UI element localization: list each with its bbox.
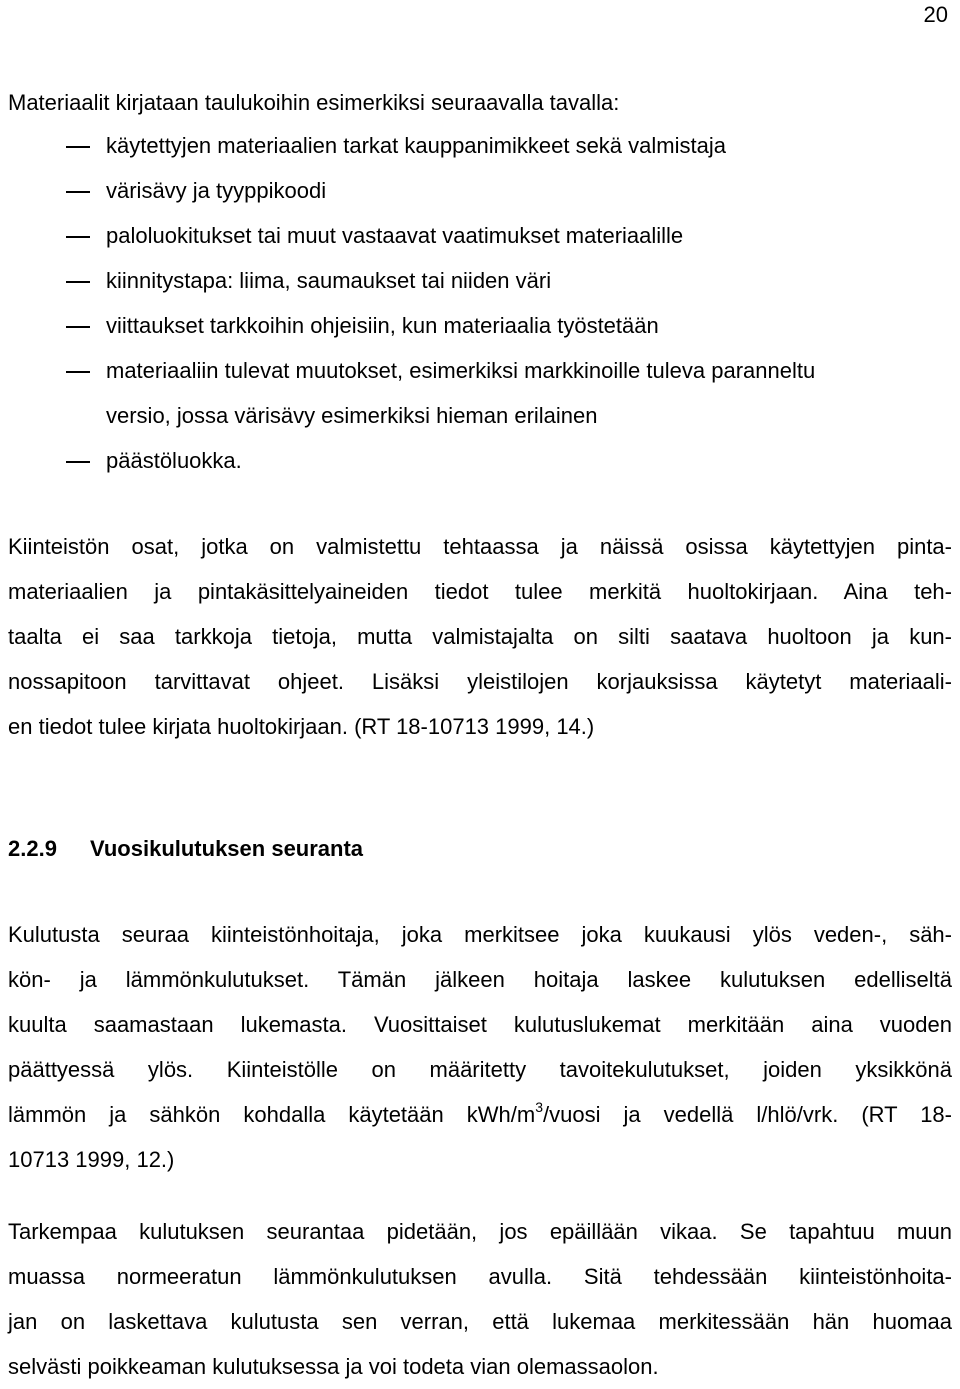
list-item-text: paloluokitukset tai muut vastaavat vaatimukset materiaalille xyxy=(106,223,684,248)
paragraph-consumption xyxy=(8,912,952,1182)
list-item-text: kiinnitystapa: liima, saumaukset tai niiden väri xyxy=(106,268,552,293)
list-item xyxy=(0,311,960,356)
page-number: 20 xyxy=(923,2,948,27)
paragraph-line: muassa normeeratun lämmönkulutuksen avulla. Sitä tehdessään kiinteistönhoita- xyxy=(8,1264,952,1289)
paragraph-monitoring xyxy=(8,1209,952,1389)
list-item-text: versio, jossa värisävy esimerkiksi hieman erilainen xyxy=(106,403,598,428)
paragraph-line: jan on laskettava kulutusta sen verran, että lukemaa merkitessään hän huomaa xyxy=(8,1309,952,1334)
paragraph-line: Tarkempaa kulutuksen seurantaa pidetään, jos epäillään vikaa. Se tapahtuu muun xyxy=(8,1219,952,1244)
dash-bullet-icon xyxy=(66,281,90,283)
paragraph-line: Kulutusta seuraa kiinteistönhoitaja, joka merkitsee joka kuukausi ylös veden-, säh- xyxy=(8,922,952,947)
list-item-text: viittaukset tarkkoihin ohjeisiin, kun materiaalia työstetään xyxy=(106,313,659,338)
paragraph-line: en tiedot tulee kirjata huoltokirjaan. (RT 18-10713 1999, 14.) xyxy=(8,714,595,739)
materials-list xyxy=(0,131,960,491)
dash-bullet-icon xyxy=(66,371,90,373)
paragraph-line: kuulta saamastaan lukemasta. Vuosittaiset kulutuslukemat merkitään aina vuoden xyxy=(8,1012,952,1037)
paragraph-line: 10713 1999, 12.) xyxy=(8,1147,175,1172)
list-item-text: materiaaliin tulevat muutokset, esimerkiksi markkinoille tuleva paranneltu xyxy=(106,358,816,383)
list-item xyxy=(0,221,960,266)
paragraph-materials xyxy=(8,524,952,749)
paragraph-line: selvästi poikkeaman kulutuksessa ja voi todeta vian olemassaolon. xyxy=(8,1354,659,1379)
paragraph-line: nossapitoon tarvittavat ohjeet. Lisäksi yleistilojen korjauksissa käytetyt materiaali- xyxy=(8,669,952,694)
list-item-text: värisävy ja tyyppikoodi xyxy=(106,178,327,203)
list-item xyxy=(0,266,960,311)
intro-text: Materiaalit kirjataan taulukoihin esimerkiksi seuraavalla tavalla: xyxy=(8,90,620,115)
section-title: Vuosikulutuksen seuranta xyxy=(90,836,364,861)
dash-bullet-icon xyxy=(66,236,90,238)
list-item-text: käytettyjen materiaalien tarkat kauppanimikkeet sekä valmistaja xyxy=(106,133,726,158)
line-text: /vuosi ja vedellä l/hlö/vrk. (RT 18- xyxy=(543,1102,952,1127)
paragraph-line: taalta ei saa tarkkoja tietoja, mutta valmistajalta on silti saatava huoltoon ja kun- xyxy=(8,624,952,649)
list-item-continuation xyxy=(0,401,960,446)
section-heading xyxy=(8,834,363,864)
paragraph-line: materiaalien ja pintakäsittelyaineiden tiedot tulee merkitä huoltokirjaan. Aina teh- xyxy=(8,579,952,604)
dash-bullet-icon xyxy=(66,326,90,328)
dash-bullet-icon xyxy=(66,461,90,463)
paragraph-line xyxy=(8,1092,952,1137)
dash-bullet-icon xyxy=(66,146,90,148)
list-item xyxy=(0,446,960,491)
list-item xyxy=(0,356,960,401)
paragraph-line: päättyessä ylös. Kiinteistölle on määritetty tavoitekulutukset, joiden yksikkönä xyxy=(8,1057,952,1082)
paragraph-line: kön- ja lämmönkulutukset. Tämän jälkeen hoitaja laskee kulutuksen edelliseltä xyxy=(8,967,952,992)
line-text: lämmön ja sähkön kohdalla käytetään kWh/m xyxy=(8,1102,536,1127)
paragraph-line: Kiinteistön osat, jotka on valmistettu tehtaassa ja näissä osissa käytettyjen pinta- xyxy=(8,534,952,559)
section-number: 2.2.9 xyxy=(8,836,57,861)
dash-bullet-icon xyxy=(66,191,90,193)
superscript: 3 xyxy=(535,1099,544,1115)
list-item-text: päästöluokka. xyxy=(106,448,242,473)
list-item xyxy=(0,176,960,221)
list-item xyxy=(0,131,960,176)
